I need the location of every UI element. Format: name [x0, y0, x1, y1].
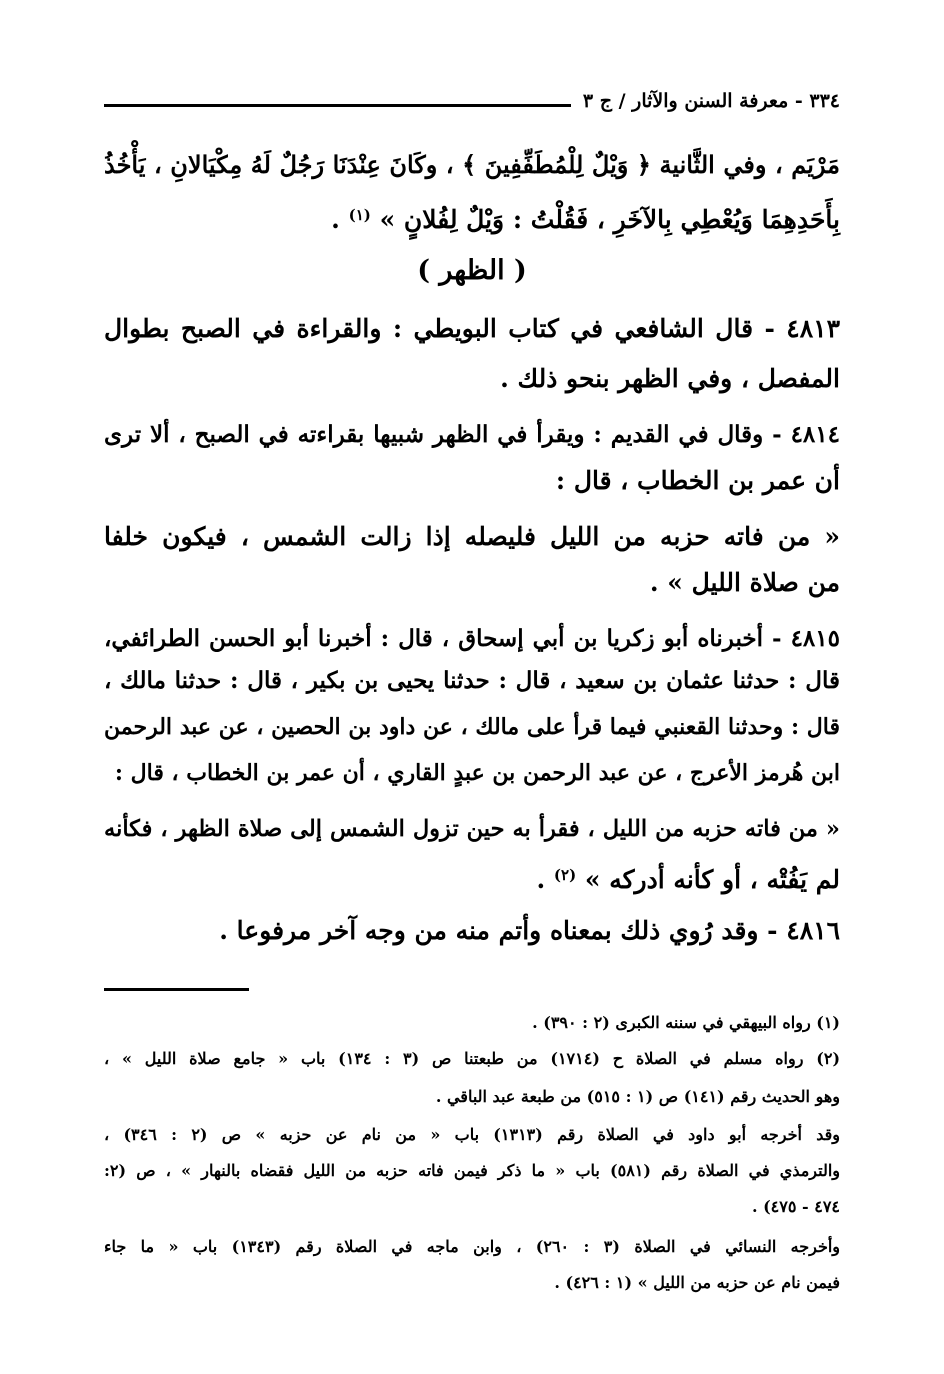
footnote-mark: (٢): [553, 866, 577, 884]
paragraph-line: قال : وحدثنا القعنبي فيما قرأ على مالك ، عن داود بن الحصين ، عن عبد الرحمن: [104, 714, 840, 740]
paragraph-line: ٤٨١٣ - قال الشافعي في كتاب البويطي : والقراءة في الصبح بطوال: [104, 314, 840, 343]
body-line: [104, 198, 840, 237]
footnote-line: (١) رواه البيهقي في سننه الكبرى (٢ : ٣٩٠) .: [532, 1013, 840, 1032]
footnote-line: ٤٧٤ - ٤٧٥) .: [751, 1197, 840, 1216]
footnote-line: فيمن نام عن حزبه من الليل » (١ : ٤٢٦) .: [554, 1273, 840, 1292]
quote-line: « من فاته حزبه من الليل ، فقرأ به حين تزول الشمس إلى صلاة الظهر ، فكأنه: [104, 816, 840, 842]
quote-line-text: لم يَفُتْه ، أو كأنه أدركه »: [584, 865, 840, 894]
paragraph-line: ابن هُرمز الأعرج ، عن عبد الرحمن بن عبدٍ القاري ، أن عمر بن الخطاب ، قال :: [114, 760, 840, 786]
line-end: .: [331, 205, 340, 234]
footnote-mark: (١): [348, 206, 371, 224]
paragraph-line: ٤٨١٥ - أخبرناه أبو زكريا بن أبي إسحاق ، قال : أخبرنا أبو الحسن الطرائفي،: [104, 625, 840, 652]
header-rule: [104, 104, 571, 107]
line-end: .: [536, 865, 546, 894]
footnote-separator: [104, 988, 249, 991]
footnote-line: والترمذي في الصلاة رقم (٥٨١) باب « ما ذكر فيمن فاته حزبه من الليل فقضاه بالنهار » ، ص (٢:: [104, 1161, 840, 1180]
body-line: مَرْيَم ، وفي الثَّانية ﴿ وَيْلٌ لِلْمُطَفِّفِينَ ﴾ ، وكَانَ عِنْدَنَا رَجُلٌ لَهُ مِكْيَالانِ ، يَأْخُذُ: [104, 150, 840, 179]
footnote-line: (٢) رواه مسلم في الصلاة ح (١٧١٤) من طبعتنا ص (٣ : ١٣٤) باب « جامع صلاة الليل » ،: [104, 1049, 841, 1068]
footnote-line: وأخرجه النسائي في الصلاة (٣ : ٢٦٠) ، وابن ماجه في الصلاة رقم (١٣٤٣) باب « ما جاء: [104, 1237, 841, 1256]
paragraph-line: ٤٨١٦ - وقد رُوي ذلك بمعناه وأتم منه من وجه آخر مرفوعا .: [219, 916, 840, 945]
running-header-text: ٣٣٤ - معرفة السنن والآثار / ج ٣: [582, 90, 840, 112]
paragraph-line: ٤٨١٤ - وقال في القديم : ويقرأ في الظهر شبيها بقراءته في الصبح ، ألا ترى: [104, 421, 840, 448]
quote-line: من صلاة الليل » .: [649, 568, 840, 597]
paragraph-line: المفصل ، وفي الظهر بنحو ذلك .: [500, 364, 840, 393]
footnote-line: وهو الحديث رقم (١٤١) ص (١ : ٥١٥) من طبعة عبد الباقي .: [435, 1087, 840, 1106]
paragraph-line: قال : حدثنا عثمان بن سعيد ، قال : حدثنا يحيى بن بكير ، قال : حدثنا مالك ،: [104, 667, 840, 694]
paragraph-line: أن عمر بن الخطاب ، قال :: [555, 466, 840, 495]
quote-line: [104, 858, 840, 897]
quote-line: « من فاته حزبه من الليل فليصله إذا زالت الشمس ، فيكون خلفا: [104, 522, 840, 551]
section-heading: ( الظهر ): [417, 255, 527, 286]
footnote-line: وقد أخرجه أبو داود في الصلاة رقم (١٣١٣) باب « من نام عن حزبه » ص (٢ : ٣٤٦) ،: [104, 1125, 841, 1144]
running-header: [104, 88, 840, 114]
body-line-text: بِأَحَدِهِمَا وَيُعْطِي بِالآخَرِ ، فَقُلْتُ : وَيْلٌ لِفُلانٍ »: [379, 205, 840, 234]
